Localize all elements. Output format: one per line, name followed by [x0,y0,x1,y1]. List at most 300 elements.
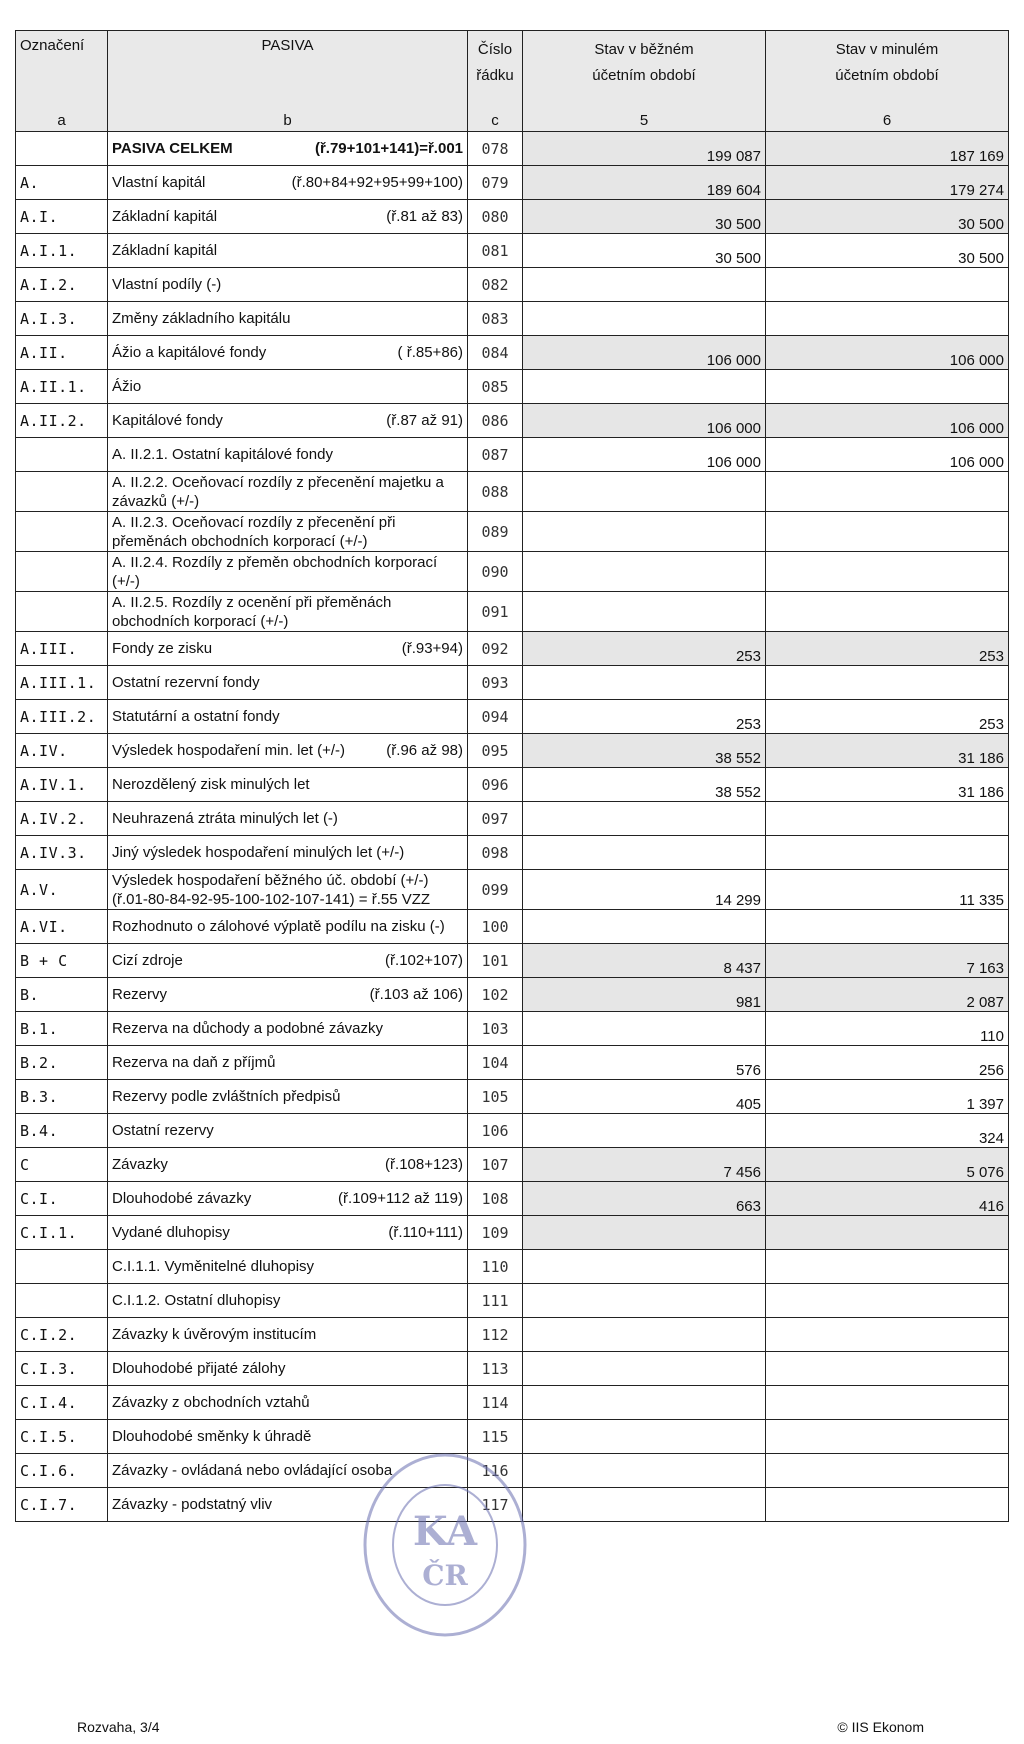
row-code: C.I.5. [16,1420,108,1454]
row-code: B.3. [16,1080,108,1114]
table-row [16,1216,1009,1250]
row-name-text: Závazky - podstatný vliv [112,1496,273,1513]
row-number: 114 [468,1386,523,1420]
table-row [16,336,1009,370]
row-name [108,1012,468,1046]
row-name-text: Rozhodnuto o zálohové výplatě podílu na zisku (-) [112,918,445,935]
row-formula: (ř.79+101+141)=ř.001 [314,140,463,157]
row-previous-value [766,910,1009,944]
row-name [108,666,468,700]
row-name [108,1080,468,1114]
table-row [16,472,1009,512]
table-row [16,234,1009,268]
row-name [108,802,468,836]
row-name [108,1284,468,1318]
row-name-text: Závazky [112,1156,168,1173]
row-number: 109 [468,1216,523,1250]
row-name [108,870,468,910]
row-formula: ( ř.85+86) [397,344,463,361]
footer-copyright: © IIS Ekonom [837,1719,924,1735]
table-row [16,1386,1009,1420]
row-formula: (ř.110+111) [388,1224,463,1241]
row-number: 098 [468,836,523,870]
row-current-value [523,370,766,404]
row-current-value: 8 437 [523,944,766,978]
row-code: A.III.2. [16,700,108,734]
row-number: 106 [468,1114,523,1148]
row-previous-value: 324 [766,1114,1009,1148]
row-code: C.I.6. [16,1454,108,1488]
row-number: 113 [468,1352,523,1386]
row-current-value: 7 456 [523,1148,766,1182]
row-current-value [523,1250,766,1284]
row-code [16,552,108,592]
row-previous-value [766,1216,1009,1250]
row-number: 087 [468,438,523,472]
row-name [108,836,468,870]
row-code [16,132,108,166]
row-code [16,512,108,552]
header-current-period: Stav v běžném účetním období 5 [523,31,766,132]
row-name-text: Výsledek hospodaření min. let (+/-) [112,742,346,759]
row-name-text: Fondy ze zisku [112,640,213,657]
row-previous-value [766,1420,1009,1454]
row-formula: (ř.103 až 106) [369,986,463,1003]
row-current-value [523,666,766,700]
row-name [108,234,468,268]
svg-text:ČR: ČR [422,1559,468,1592]
row-code: C [16,1148,108,1182]
table-row [16,1182,1009,1216]
row-current-value: 199 087 [523,132,766,166]
row-formula: (ř.108+123) [385,1156,463,1173]
row-current-value [523,836,766,870]
row-current-value [523,1488,766,1522]
row-number: 096 [468,768,523,802]
auditor-stamp [360,1450,530,1640]
header-name: PASIVA b [108,31,468,132]
table-row [16,768,1009,802]
row-name [108,768,468,802]
table-row [16,552,1009,592]
row-previous-value: 2 087 [766,978,1009,1012]
row-name-text: Jiný výsledek hospodaření minulých let (+/-) [112,844,405,861]
row-name [108,632,468,666]
row-code [16,438,108,472]
row-name-text: A. II.2.1. Ostatní kapitálové fondy [112,446,333,463]
row-name [108,1114,468,1148]
row-previous-value: 30 500 [766,200,1009,234]
table-row [16,944,1009,978]
row-code: A.V. [16,870,108,910]
row-previous-value: 106 000 [766,336,1009,370]
row-code [16,472,108,512]
row-name-text: Závazky - ovládaná nebo ovládající osoba [112,1462,393,1479]
row-name [108,1182,468,1216]
row-name-text: Výsledek hospodaření běžného úč. období (+/-) (ř.01-80-84-92-95-100-102-107-141) = ř.55 VZZ [112,871,431,908]
row-number: 104 [468,1046,523,1080]
row-number: 082 [468,268,523,302]
row-formula: (ř.102+107) [385,952,463,969]
row-code: A. [16,166,108,200]
row-previous-value: 106 000 [766,404,1009,438]
row-name [108,910,468,944]
row-name-text: Vydané dluhopisy [112,1224,230,1241]
row-code: A.II. [16,336,108,370]
table-row [16,666,1009,700]
row-name-text: C.I.1.2. Ostatní dluhopisy [112,1292,281,1309]
row-current-value [523,1114,766,1148]
header-row-number: Číslo řádku c [468,31,523,132]
row-name-text: Ážio [112,378,142,395]
row-code: C.I.2. [16,1318,108,1352]
table-header [16,31,1009,132]
row-code: C.I.7. [16,1488,108,1522]
row-name-text: Změny základního kapitálu [112,310,291,327]
row-previous-value [766,1386,1009,1420]
table-row [16,700,1009,734]
row-current-value [523,802,766,836]
row-name [108,512,468,552]
row-code [16,592,108,632]
row-previous-value [766,552,1009,592]
row-current-value [523,1318,766,1352]
row-number: 079 [468,166,523,200]
row-code: C.I.1. [16,1216,108,1250]
row-name-text: Cizí zdroje [112,952,183,969]
row-code: B.1. [16,1012,108,1046]
row-code [16,1250,108,1284]
table-row [16,438,1009,472]
row-name-text: Základní kapitál [112,208,218,225]
row-number: 093 [468,666,523,700]
table-row [16,1114,1009,1148]
table-row [16,910,1009,944]
row-name-text: Základní kapitál [112,242,218,259]
row-number: 102 [468,978,523,1012]
table-row [16,1046,1009,1080]
row-previous-value [766,1284,1009,1318]
row-name-text: Ážio a kapitálové fondy [112,344,267,361]
row-number: 101 [468,944,523,978]
row-current-value [523,302,766,336]
row-current-value [523,1012,766,1046]
row-code: A.IV.2. [16,802,108,836]
row-code: A.I.3. [16,302,108,336]
row-code: C.I.4. [16,1386,108,1420]
row-number: 107 [468,1148,523,1182]
table-row [16,512,1009,552]
row-previous-value: 106 000 [766,438,1009,472]
row-name-text: Vlastní kapitál [112,174,206,191]
row-number: 085 [468,370,523,404]
row-previous-value: 179 274 [766,166,1009,200]
row-previous-value: 11 335 [766,870,1009,910]
row-name-text: Vlastní podíly (-) [112,276,222,293]
table-row [16,592,1009,632]
row-name [108,978,468,1012]
table-row [16,836,1009,870]
row-current-value: 14 299 [523,870,766,910]
row-name [108,302,468,336]
row-number: 108 [468,1182,523,1216]
row-code: B.2. [16,1046,108,1080]
row-name [108,472,468,512]
row-previous-value: 7 163 [766,944,1009,978]
row-current-value: 189 604 [523,166,766,200]
row-number: 116 [468,1454,523,1488]
row-number: 095 [468,734,523,768]
row-number: 117 [468,1488,523,1522]
footer-page-label: Rozvaha, 3/4 [77,1719,160,1735]
row-code: C.I. [16,1182,108,1216]
row-code: A.III. [16,632,108,666]
row-name-text: Kapitálové fondy [112,412,223,429]
row-number: 081 [468,234,523,268]
table-row [16,870,1009,910]
row-code: A.IV.1. [16,768,108,802]
row-number: 090 [468,552,523,592]
row-name [108,336,468,370]
row-previous-value [766,802,1009,836]
row-current-value: 106 000 [523,438,766,472]
row-name [108,1216,468,1250]
row-number: 091 [468,592,523,632]
table-body [16,132,1009,1522]
row-previous-value: 30 500 [766,234,1009,268]
row-name-text: A. II.2.5. Rozdíly z ocenění při přeměnách obchodních korporací (+/-) [112,593,392,630]
row-formula: (ř.87 až 91) [386,412,463,429]
table-row [16,1420,1009,1454]
row-name [108,438,468,472]
table-row [16,166,1009,200]
row-previous-value: 5 076 [766,1148,1009,1182]
row-number: 089 [468,512,523,552]
row-name-text: Závazky k úvěrovým institucím [112,1326,317,1343]
row-number: 092 [468,632,523,666]
row-previous-value [766,1454,1009,1488]
row-current-value [523,552,766,592]
row-number: 083 [468,302,523,336]
row-current-value: 981 [523,978,766,1012]
row-name-text: Neuhrazená ztráta minulých let (-) [112,810,338,827]
header-code: Označení a [16,31,108,132]
row-formula: (ř.93+94) [401,640,463,657]
row-current-value [523,910,766,944]
row-code: A.I. [16,200,108,234]
row-code: B + C [16,944,108,978]
row-previous-value [766,472,1009,512]
table-row [16,1148,1009,1182]
row-current-value: 30 500 [523,234,766,268]
row-name [108,700,468,734]
table-row [16,268,1009,302]
row-number: 078 [468,132,523,166]
row-previous-value [766,592,1009,632]
row-name-text: Rezerva na daň z příjmů [112,1054,276,1071]
row-current-value [523,512,766,552]
row-code: C.I.3. [16,1352,108,1386]
table-row [16,1352,1009,1386]
table-row [16,370,1009,404]
row-previous-value: 187 169 [766,132,1009,166]
row-previous-value: 416 [766,1182,1009,1216]
row-current-value: 38 552 [523,768,766,802]
row-name [108,1250,468,1284]
table-row [16,1318,1009,1352]
row-current-value: 253 [523,632,766,666]
row-name [108,268,468,302]
row-current-value: 405 [523,1080,766,1114]
row-name [108,132,468,166]
row-number: 088 [468,472,523,512]
row-name-text: Dlouhodobé závazky [112,1190,252,1207]
table-row [16,978,1009,1012]
row-name [108,404,468,438]
row-name-text: Dlouhodobé směnky k úhradě [112,1428,312,1445]
row-code [16,1284,108,1318]
table-row [16,802,1009,836]
row-formula: (ř.80+84+92+95+99+100) [291,174,463,191]
row-code: B.4. [16,1114,108,1148]
row-number: 112 [468,1318,523,1352]
row-previous-value: 253 [766,700,1009,734]
row-current-value: 663 [523,1182,766,1216]
table-row [16,1080,1009,1114]
row-name-text: A. II.2.3. Oceňovací rozdíly z přecenění při přeměnách obchodních korporací (+/-) [112,513,396,550]
row-name-text: A. II.2.4. Rozdíly z přeměn obchodních korporací (+/-) [112,553,438,590]
row-current-value [523,1386,766,1420]
row-name-text: Statutární a ostatní fondy [112,708,280,725]
row-current-value: 106 000 [523,404,766,438]
table-row [16,132,1009,166]
table-row [16,404,1009,438]
row-previous-value [766,1488,1009,1522]
row-previous-value: 1 397 [766,1080,1009,1114]
row-number: 110 [468,1250,523,1284]
row-number: 115 [468,1420,523,1454]
row-name-text: C.I.1.1. Vyměnitelné dluhopisy [112,1258,315,1275]
row-code: A.VI. [16,910,108,944]
row-previous-value [766,268,1009,302]
row-code: B. [16,978,108,1012]
svg-text:KA: KA [412,1508,478,1555]
row-code: A.IV.3. [16,836,108,870]
row-previous-value: 253 [766,632,1009,666]
table-row [16,302,1009,336]
row-name [108,200,468,234]
row-name-text: Rezervy [112,986,168,1003]
row-previous-value: 31 186 [766,734,1009,768]
row-number: 080 [468,200,523,234]
row-previous-value [766,512,1009,552]
row-previous-value [766,302,1009,336]
row-formula: (ř.109+112 až 119) [338,1190,463,1207]
row-code: A.II.2. [16,404,108,438]
row-current-value: 38 552 [523,734,766,768]
table-row [16,1012,1009,1046]
row-number: 111 [468,1284,523,1318]
row-code: A.I.2. [16,268,108,302]
row-previous-value [766,1352,1009,1386]
row-current-value [523,1454,766,1488]
row-number: 084 [468,336,523,370]
row-name [108,1318,468,1352]
row-current-value: 576 [523,1046,766,1080]
row-name [108,592,468,632]
row-name [108,1420,468,1454]
row-name [108,1352,468,1386]
row-number: 100 [468,910,523,944]
row-previous-value [766,1250,1009,1284]
row-current-value [523,268,766,302]
row-name [108,1386,468,1420]
row-number: 105 [468,1080,523,1114]
row-name-text: A. II.2.2. Oceňovací rozdíly z přecenění majetku a závazků (+/-) [112,473,444,510]
row-name [108,370,468,404]
row-code: A.II.1. [16,370,108,404]
row-name-text: PASIVA CELKEM [112,140,233,157]
row-name-text: Ostatní rezervy [112,1122,214,1139]
row-number: 099 [468,870,523,910]
row-name-text: Dlouhodobé přijaté zálohy [112,1360,286,1377]
row-current-value [523,1420,766,1454]
row-number: 097 [468,802,523,836]
balance-sheet-table [15,30,1009,1522]
row-current-value: 253 [523,700,766,734]
row-previous-value: 110 [766,1012,1009,1046]
row-number: 103 [468,1012,523,1046]
row-number: 086 [468,404,523,438]
row-previous-value: 256 [766,1046,1009,1080]
row-previous-value: 31 186 [766,768,1009,802]
row-current-value [523,1216,766,1250]
row-name-text: Ostatní rezervní fondy [112,674,260,691]
row-code: A.IV. [16,734,108,768]
row-name-text: Závazky z obchodních vztahů [112,1394,310,1411]
header-previous-period: Stav v minulém účetním období 6 [766,31,1009,132]
row-formula: (ř.96 až 98) [386,742,463,759]
table-row [16,632,1009,666]
row-code: A.III.1. [16,666,108,700]
row-name [108,734,468,768]
row-current-value [523,1284,766,1318]
row-previous-value [766,836,1009,870]
row-current-value: 106 000 [523,336,766,370]
row-current-value: 30 500 [523,200,766,234]
table-row [16,1250,1009,1284]
row-number: 094 [468,700,523,734]
table-row [16,200,1009,234]
row-current-value [523,472,766,512]
row-name-text: Rezerva na důchody a podobné závazky [112,1020,384,1037]
row-formula: (ř.81 až 83) [386,208,463,225]
row-name-text: Nerozdělený zisk minulých let [112,776,310,793]
row-name [108,1148,468,1182]
row-name [108,1046,468,1080]
row-previous-value [766,370,1009,404]
row-name [108,944,468,978]
row-name-text: Rezervy podle zvláštních předpisů [112,1088,341,1105]
row-current-value [523,1352,766,1386]
row-current-value [523,592,766,632]
row-previous-value [766,1318,1009,1352]
table-row [16,1284,1009,1318]
row-name [108,552,468,592]
table-row [16,734,1009,768]
row-previous-value [766,666,1009,700]
row-code: A.I.1. [16,234,108,268]
